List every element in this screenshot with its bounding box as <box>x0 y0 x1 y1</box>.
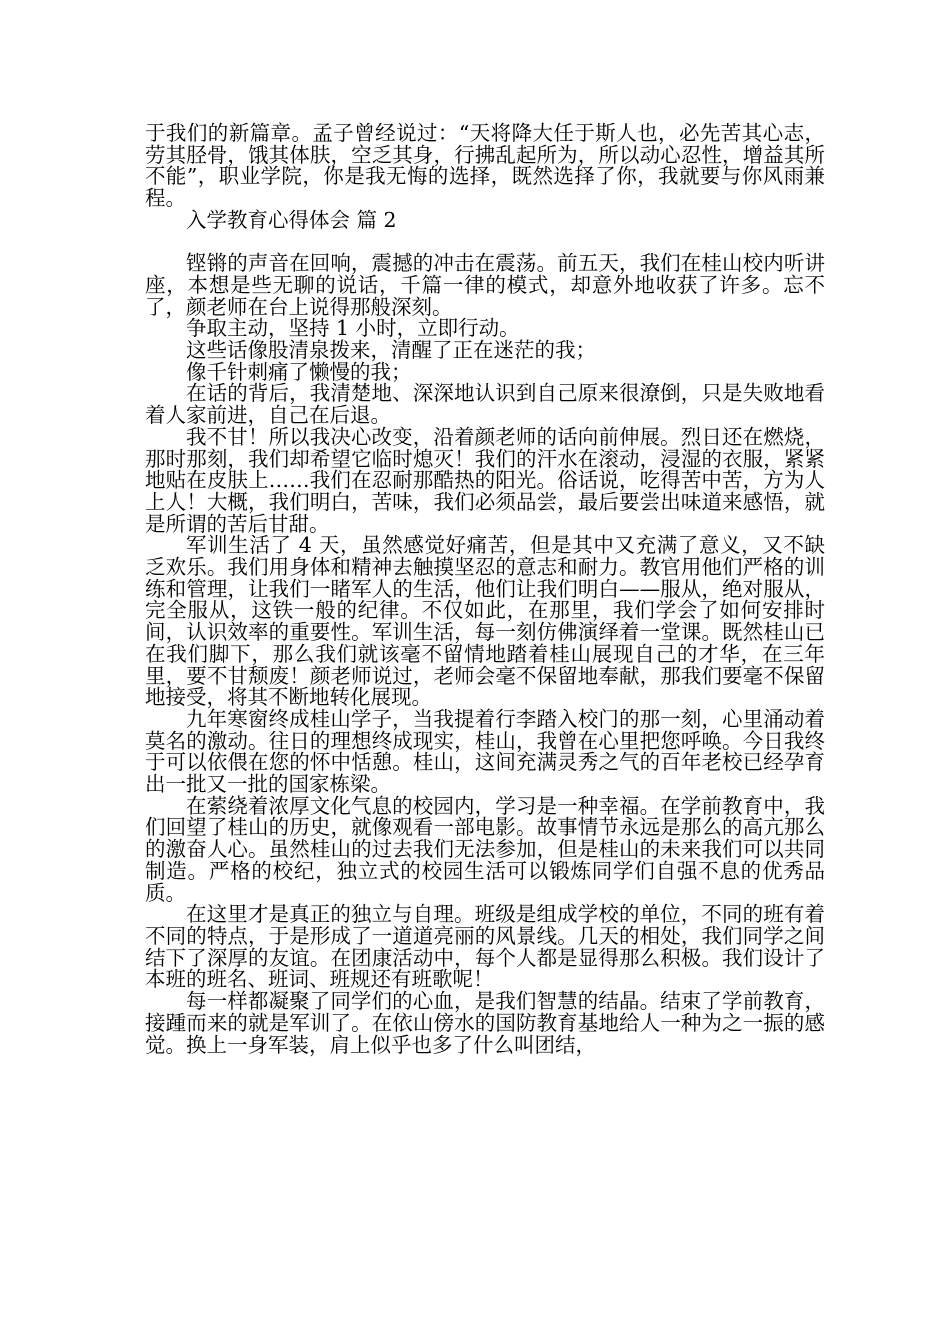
section-title: 入学教育心得体会 篇 2 <box>186 207 397 232</box>
document-body <box>145 123 825 1056</box>
paragraph-3: 这些话像股清泉拨来，清醒了正在迷茫的我； <box>186 338 596 363</box>
paragraph-4: 像千针刺痛了懒慢的我； <box>186 359 412 384</box>
paragraph-2: 争取主动，坚持 1 小时，立即行动。 <box>186 316 520 341</box>
continued-paragraph: 于我们的新篇章。孟子曾经说过：“天将降大任于斯人也，必先苦其心志，劳其胫骨，饿其体肤，空乏其身，行拂乱起所为，所以动心忍性，增益其所不能”，职业学院，你是我无悔的选择，既然选择了你，我就要与你风雨兼程。 <box>145 121 825 211</box>
paragraph-8: 九年寒窗终成桂山学子，当我提着行李踏入校门的那一刻，心里涌动着莫名的激动。往日的理想终成现实，桂山，我曾在心里把您呼唤。今日我终于可以依偎在您的怀中恬憩。桂山，这间充满灵秀之气的百年老校已经孕育出一批又一批的国家栋梁。 <box>145 706 825 797</box>
paragraph-1: 铿锵的声音在回响，震撼的冲击在震荡。前五天，我们在桂山校内听讲座，本想是些无聊的说话，千篇一律的模式，却意外地收获了许多。忘不了，颜老师在台上说得那般深刻。 <box>145 251 825 319</box>
paragraph-10: 在这里才是真正的独立与自理。班级是组成学校的单位，不同的班有着不同的特点，于是形成了一道道亮丽的风景线。几天的相处，我们同学之间结下了深厚的友谊。在团康活动中，每个人都是显得那么积极。我们设计了本班的班名、班词、班规还有班歌呢！ <box>145 902 825 992</box>
paragraph-11: 每一样都凝聚了同学们的心血，是我们智慧的结晶。结束了学前教育，接踵而来的就是军训了。在依山傍水的国防教育基地给人一种为之一振的感觉。换上一身军装，肩上似乎也多了什么叫团结， <box>145 989 825 1057</box>
paragraph-5: 在话的背后，我清楚地、深深地认识到自己原来很潦倒，只是失败地看着人家前进，自己在后退。 <box>145 381 825 428</box>
paragraph-7: 军训生活了 4 天，虽然感觉好痛苦，但是其中又充满了意义，又不缺乏欢乐。我们用身体和精神去触摸坚忍的意志和耐力。教官用他们严格的训练和管理，让我们一睹军人的生活，他们让我们明白——服从，绝对服从，完全服从，这铁一般的纪律。不仅如此，在那里，我们学会了如何安排时间，认识效率的重要性。军训生活，每一刻仿佛演绎着一堂课。既然桂山已在我们脚下，那么我们就该毫不留情地踏着桂山展现自己的才华，在三年里，要不甘颓废！颜老师说过，老师会毫不保留地奉献，那我们要毫不保留地接受，将其不断地转化展现。 <box>145 533 825 710</box>
paragraph-6: 我不甘！所以我决心改变，沿着颜老师的话向前伸展。烈日还在燃烧，那时那刻，我们却希望它临时熄灭！我们的汗水在滚动，浸湿的衣服，紧紧地贴在皮肤上……我们在忍耐那酷热的阳光。俗话说，吃得苦中苦，方为人上人！大概，我们明白，苦味，我们必须品尝，最后要尝出味道来感悟，就是所谓的苦后甘甜。 <box>145 424 825 536</box>
paragraph-9: 在萦绕着浓厚文化气息的校园内，学习是一种幸福。在学前教育中，我们回望了桂山的历史，就像观看一部电影。故事情节永远是那么的高亢那么的激奋人心。虽然桂山的过去我们无法参加，但是桂山的未来我们可以共同制造。严格的校纪，独立式的校园生活可以锻炼同学们自强不息的优秀品质。 <box>145 793 825 905</box>
